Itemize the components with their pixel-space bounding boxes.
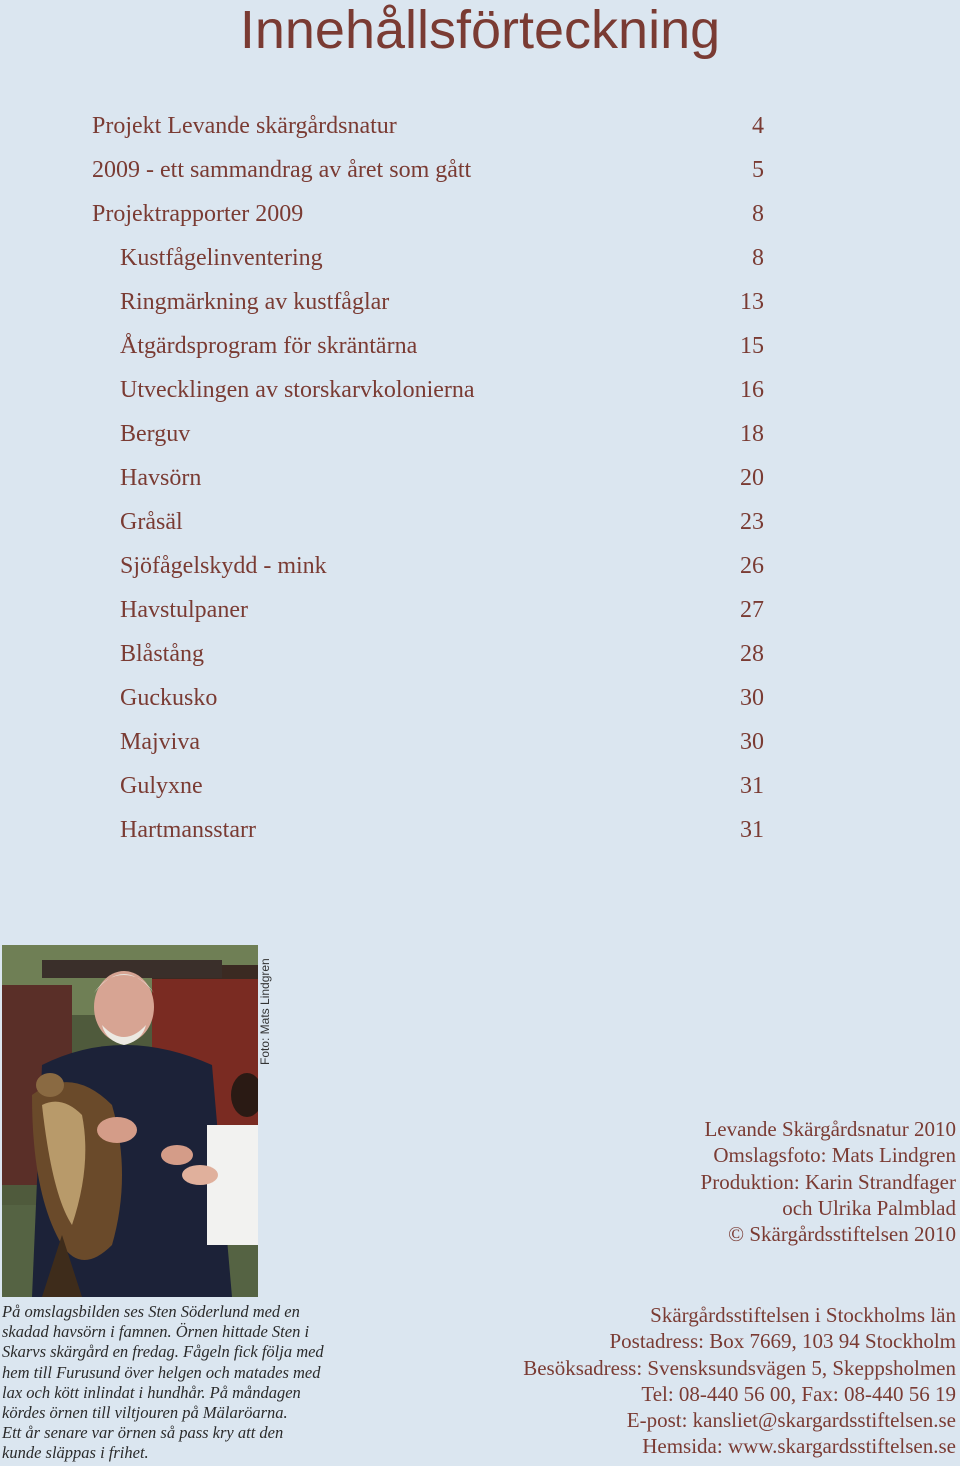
toc-entry <box>0 236 960 280</box>
toc-entry <box>0 588 960 632</box>
toc-entry-page: 30 <box>740 729 764 755</box>
toc-entry <box>0 192 960 236</box>
toc-entry <box>0 676 960 720</box>
toc-entry-label: Åtgärdsprogram för skräntärna <box>120 333 418 359</box>
toc-entry <box>0 368 960 412</box>
toc-entry-page: 15 <box>740 333 764 359</box>
imprint-line: Produktion: Karin Strandfager <box>700 1169 956 1194</box>
toc-entry <box>0 500 960 544</box>
table-of-contents <box>0 104 960 852</box>
toc-entry <box>0 280 960 324</box>
toc-entry-page: 18 <box>740 421 764 447</box>
contact-block <box>436 1302 956 1460</box>
toc-entry-page: 5 <box>752 157 764 183</box>
imprint-block <box>496 1116 956 1247</box>
toc-entry-label: Ringmärkning av kustfåglar <box>120 289 390 315</box>
toc-entry-page: 20 <box>740 465 764 491</box>
toc-entry-label: Guckusko <box>120 685 218 711</box>
toc-entry-label: 2009 - ett sammandrag av året som gått <box>92 157 472 183</box>
contact-visiting-address: Besöksadress: Svensksundsvägen 5, Skeppsholmen <box>523 1355 956 1380</box>
toc-entry-page: 30 <box>740 685 764 711</box>
toc-entry-label: Projekt Levande skärgårdsnatur <box>92 113 397 139</box>
toc-entry <box>0 720 960 764</box>
contact-email[interactable]: E-post: kansliet@skargardsstiftelsen.se <box>626 1408 956 1433</box>
caption-line: På omslagsbilden ses Sten Söderlund med en <box>2 1302 300 1321</box>
toc-entry-label: Kustfågelinventering <box>120 245 323 271</box>
caption-line: skadad havsörn i famnen. Örnen hittade Sten i <box>2 1322 310 1342</box>
contact-phone: Tel: 08-440 56 00, Fax: 08-440 56 19 <box>641 1381 956 1406</box>
toc-entry-page: 28 <box>740 641 764 667</box>
toc-entry-page: 16 <box>740 377 764 403</box>
toc-entry <box>0 148 960 192</box>
cover-photo <box>2 945 258 1297</box>
toc-entry-page: 8 <box>752 201 764 227</box>
contact-website[interactable]: Hemsida: www.skargardsstiftelsen.se <box>642 1434 956 1459</box>
toc-entry <box>0 544 960 588</box>
photo-illustration <box>2 945 258 1297</box>
toc-entry <box>0 764 960 808</box>
toc-entry-label: Hartmansstarr <box>120 817 256 843</box>
toc-entry-label: Blåstång <box>120 641 204 667</box>
toc-entry-label: Gulyxne <box>120 773 203 799</box>
toc-entry-page: 31 <box>740 773 764 799</box>
caption-line: lax och kött inlindat i hundhår. På måndagen <box>2 1382 301 1402</box>
toc-entry-label: Gråsäl <box>120 509 183 535</box>
toc-entry <box>0 808 960 852</box>
toc-entry-page: 26 <box>740 553 764 579</box>
toc-entry-label: Havsörn <box>120 465 202 491</box>
toc-entry <box>0 324 960 368</box>
toc-entry-label: Utvecklingen av storskarvkolonierna <box>120 377 475 403</box>
contact-postal-address: Postadress: Box 7669, 103 94 Stockholm <box>609 1329 956 1354</box>
caption-line: Skarvs skärgård en fredag. Fågeln fick följa med <box>2 1342 324 1362</box>
toc-entry-label: Projektrapporter 2009 <box>92 201 304 227</box>
caption-line: kunde släppas i frihet. <box>2 1443 149 1463</box>
imprint-line: och Ulrika Palmblad <box>782 1195 956 1220</box>
caption-line: kördes örnen till viltjouren på Mälaröarna. <box>2 1403 288 1423</box>
imprint-line: Omslagsfoto: Mats Lindgren <box>713 1143 956 1168</box>
photo-credit: Foto: Mats Lindgren <box>258 958 272 1065</box>
contact-organization: Skärgårdsstiftelsen i Stockholms län <box>650 1303 956 1327</box>
toc-entry-page: 31 <box>740 817 764 843</box>
toc-entry-label: Berguv <box>120 421 191 447</box>
toc-entry-label: Sjöfågelskydd - mink <box>120 553 327 579</box>
toc-entry <box>0 456 960 500</box>
toc-entry <box>0 104 960 148</box>
toc-entry-page: 4 <box>752 113 764 139</box>
imprint-line: © Skärgårdsstiftelsen 2010 <box>728 1222 956 1247</box>
photo-caption <box>2 1302 382 1464</box>
page-title: Innehållsförteckning <box>239 0 721 60</box>
caption-line: hem till Furusund över helgen och matades med <box>2 1362 321 1382</box>
toc-entry-label: Majviva <box>120 729 200 755</box>
toc-entry-page: 23 <box>740 509 764 535</box>
imprint-line: Levande Skärgårdsnatur 2010 <box>704 1117 956 1141</box>
toc-entry-label: Havstulpaner <box>120 597 248 623</box>
toc-entry <box>0 412 960 456</box>
toc-entry-page: 27 <box>740 597 764 623</box>
toc-entry-page: 13 <box>740 289 764 315</box>
toc-entry-page: 8 <box>752 245 764 271</box>
toc-entry <box>0 632 960 676</box>
caption-line: Ett år senare var örnen så pass kry att den <box>2 1423 284 1443</box>
